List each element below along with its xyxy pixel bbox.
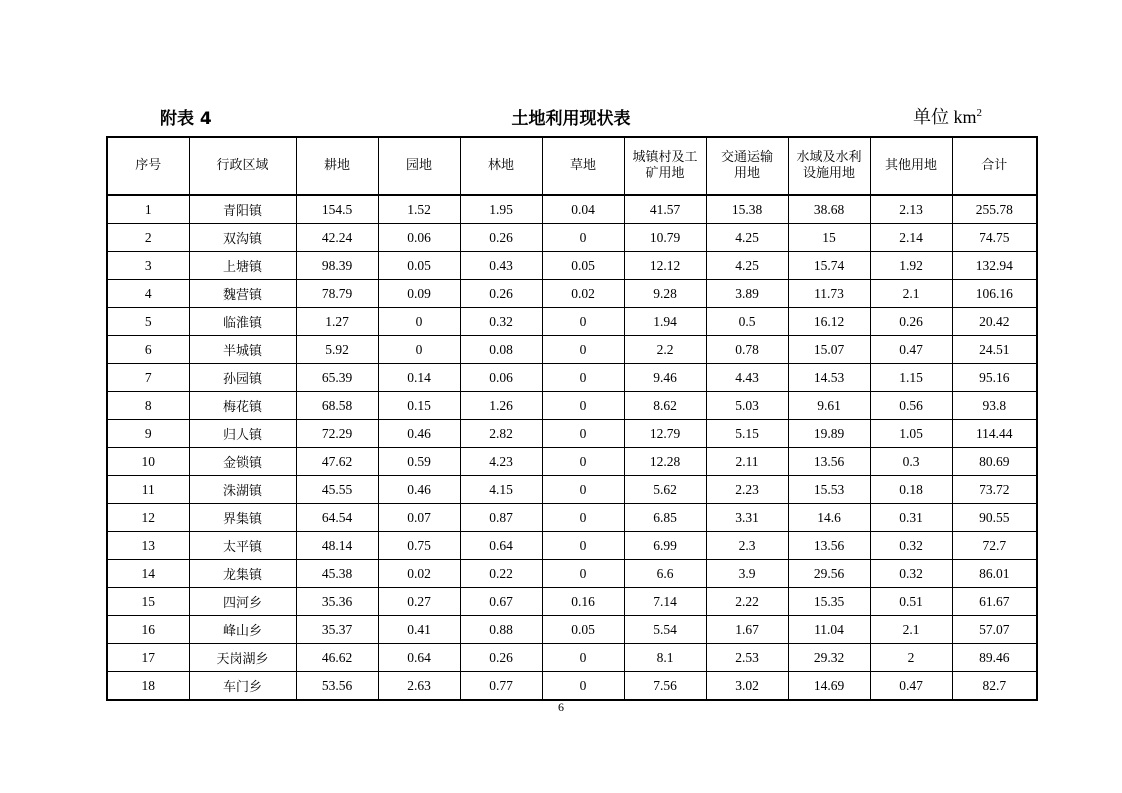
cell-col-grass: 0 bbox=[542, 532, 624, 560]
cell-col-forest: 1.95 bbox=[460, 195, 542, 224]
cell-col-total: 86.01 bbox=[952, 560, 1037, 588]
cell-col-forest: 0.26 bbox=[460, 644, 542, 672]
table-row bbox=[107, 448, 1037, 476]
cell-col-garden: 0.02 bbox=[378, 560, 460, 588]
cell-col-forest: 0.26 bbox=[460, 280, 542, 308]
cell-col-total: 132.94 bbox=[952, 252, 1037, 280]
cell-col-urban: 5.62 bbox=[624, 476, 706, 504]
table-row bbox=[107, 420, 1037, 448]
unit-label bbox=[913, 103, 982, 129]
cell-col-grass: 0 bbox=[542, 476, 624, 504]
table-row bbox=[107, 224, 1037, 252]
cell-col-transport: 2.3 bbox=[706, 532, 788, 560]
table-row bbox=[107, 588, 1037, 616]
cell-col-index: 9 bbox=[107, 420, 189, 448]
header-col-other: 其他用地 bbox=[870, 137, 952, 195]
cell-col-garden: 2.63 bbox=[378, 672, 460, 701]
cell-col-water: 13.56 bbox=[788, 448, 870, 476]
cell-col-forest: 0.08 bbox=[460, 336, 542, 364]
cell-col-forest: 0.77 bbox=[460, 672, 542, 701]
cell-col-index: 2 bbox=[107, 224, 189, 252]
cell-col-region: 归人镇 bbox=[189, 420, 296, 448]
cell-col-garden: 0.05 bbox=[378, 252, 460, 280]
cell-col-water: 29.32 bbox=[788, 644, 870, 672]
cell-col-region: 上塘镇 bbox=[189, 252, 296, 280]
cell-col-index: 8 bbox=[107, 392, 189, 420]
cell-col-forest: 0.87 bbox=[460, 504, 542, 532]
cell-col-region: 魏营镇 bbox=[189, 280, 296, 308]
cell-col-total: 80.69 bbox=[952, 448, 1037, 476]
cell-col-cultivated: 78.79 bbox=[296, 280, 378, 308]
table-row bbox=[107, 672, 1037, 701]
cell-col-region: 金锁镇 bbox=[189, 448, 296, 476]
cell-col-region: 青阳镇 bbox=[189, 195, 296, 224]
cell-col-garden: 0 bbox=[378, 308, 460, 336]
cell-col-other: 0.51 bbox=[870, 588, 952, 616]
cell-col-region: 半城镇 bbox=[189, 336, 296, 364]
cell-col-total: 255.78 bbox=[952, 195, 1037, 224]
cell-col-forest: 0.22 bbox=[460, 560, 542, 588]
cell-col-garden: 0.27 bbox=[378, 588, 460, 616]
table-label: 附表 4 bbox=[160, 109, 212, 129]
header-col-forest: 林地 bbox=[460, 137, 542, 195]
cell-col-urban: 10.79 bbox=[624, 224, 706, 252]
cell-col-region: 天岗湖乡 bbox=[189, 644, 296, 672]
cell-col-grass: 0 bbox=[542, 504, 624, 532]
cell-col-transport: 3.9 bbox=[706, 560, 788, 588]
cell-col-total: 106.16 bbox=[952, 280, 1037, 308]
cell-col-grass: 0 bbox=[542, 336, 624, 364]
cell-col-grass: 0.02 bbox=[542, 280, 624, 308]
cell-col-transport: 1.67 bbox=[706, 616, 788, 644]
cell-col-other: 0.18 bbox=[870, 476, 952, 504]
cell-col-forest: 0.43 bbox=[460, 252, 542, 280]
cell-col-grass: 0 bbox=[542, 364, 624, 392]
cell-col-index: 12 bbox=[107, 504, 189, 532]
cell-col-forest: 4.23 bbox=[460, 448, 542, 476]
cell-col-grass: 0 bbox=[542, 672, 624, 701]
cell-col-total: 95.16 bbox=[952, 364, 1037, 392]
cell-col-water: 13.56 bbox=[788, 532, 870, 560]
cell-col-cultivated: 72.29 bbox=[296, 420, 378, 448]
cell-col-garden: 0.46 bbox=[378, 476, 460, 504]
cell-col-transport: 0.78 bbox=[706, 336, 788, 364]
cell-col-other: 0.3 bbox=[870, 448, 952, 476]
cell-col-transport: 3.31 bbox=[706, 504, 788, 532]
header-col-transport: 交通运输 用地 bbox=[706, 137, 788, 195]
header-col-garden: 园地 bbox=[378, 137, 460, 195]
cell-col-urban: 8.62 bbox=[624, 392, 706, 420]
table-row bbox=[107, 476, 1037, 504]
cell-col-total: 72.7 bbox=[952, 532, 1037, 560]
cell-col-grass: 0 bbox=[542, 560, 624, 588]
cell-col-region: 峰山乡 bbox=[189, 616, 296, 644]
table-row bbox=[107, 616, 1037, 644]
cell-col-grass: 0 bbox=[542, 224, 624, 252]
table-row bbox=[107, 195, 1037, 224]
cell-col-water: 15.53 bbox=[788, 476, 870, 504]
cell-col-grass: 0 bbox=[542, 308, 624, 336]
cell-col-water: 11.73 bbox=[788, 280, 870, 308]
cell-col-water: 11.04 bbox=[788, 616, 870, 644]
cell-col-other: 0.31 bbox=[870, 504, 952, 532]
cell-col-index: 3 bbox=[107, 252, 189, 280]
cell-col-index: 16 bbox=[107, 616, 189, 644]
cell-col-garden: 0.41 bbox=[378, 616, 460, 644]
cell-col-garden: 0.07 bbox=[378, 504, 460, 532]
cell-col-index: 5 bbox=[107, 308, 189, 336]
cell-col-other: 0.32 bbox=[870, 532, 952, 560]
cell-col-urban: 2.2 bbox=[624, 336, 706, 364]
unit-text: 单位 km bbox=[912, 107, 977, 127]
cell-col-other: 0.47 bbox=[870, 336, 952, 364]
cell-col-garden: 0.14 bbox=[378, 364, 460, 392]
cell-col-urban: 12.79 bbox=[624, 420, 706, 448]
cell-col-transport: 2.53 bbox=[706, 644, 788, 672]
cell-col-forest: 2.82 bbox=[460, 420, 542, 448]
cell-col-grass: 0.05 bbox=[542, 616, 624, 644]
cell-col-transport: 3.89 bbox=[706, 280, 788, 308]
cell-col-other: 1.05 bbox=[870, 420, 952, 448]
cell-col-urban: 12.12 bbox=[624, 252, 706, 280]
table-row bbox=[107, 560, 1037, 588]
cell-col-water: 14.6 bbox=[788, 504, 870, 532]
cell-col-region: 梅花镇 bbox=[189, 392, 296, 420]
cell-col-transport: 4.43 bbox=[706, 364, 788, 392]
cell-col-urban: 9.46 bbox=[624, 364, 706, 392]
cell-col-water: 15.07 bbox=[788, 336, 870, 364]
header-col-grass: 草地 bbox=[542, 137, 624, 195]
cell-col-transport: 4.25 bbox=[706, 252, 788, 280]
land-use-table bbox=[106, 136, 1038, 701]
cell-col-urban: 1.94 bbox=[624, 308, 706, 336]
cell-col-water: 19.89 bbox=[788, 420, 870, 448]
cell-col-forest: 0.32 bbox=[460, 308, 542, 336]
table-row bbox=[107, 364, 1037, 392]
unit-superscript: 2 bbox=[976, 107, 982, 119]
cell-col-garden: 0.15 bbox=[378, 392, 460, 420]
header-col-urban: 城镇村及工 矿用地 bbox=[624, 137, 706, 195]
cell-col-forest: 0.67 bbox=[460, 588, 542, 616]
cell-col-region: 临淮镇 bbox=[189, 308, 296, 336]
table-title: 土地利用现状表 bbox=[511, 109, 631, 129]
cell-col-transport: 5.15 bbox=[706, 420, 788, 448]
cell-col-index: 4 bbox=[107, 280, 189, 308]
cell-col-cultivated: 64.54 bbox=[296, 504, 378, 532]
cell-col-cultivated: 68.58 bbox=[296, 392, 378, 420]
header-col-total: 合计 bbox=[952, 137, 1037, 195]
cell-col-transport: 3.02 bbox=[706, 672, 788, 701]
cell-col-grass: 0.04 bbox=[542, 195, 624, 224]
cell-col-grass: 0 bbox=[542, 644, 624, 672]
cell-col-other: 2.14 bbox=[870, 224, 952, 252]
cell-col-other: 2 bbox=[870, 644, 952, 672]
cell-col-water: 14.69 bbox=[788, 672, 870, 701]
cell-col-garden: 0.46 bbox=[378, 420, 460, 448]
cell-col-water: 14.53 bbox=[788, 364, 870, 392]
header-col-water: 水域及水利 设施用地 bbox=[788, 137, 870, 195]
header-col-index: 序号 bbox=[107, 137, 189, 195]
cell-col-transport: 5.03 bbox=[706, 392, 788, 420]
cell-col-water: 15 bbox=[788, 224, 870, 252]
cell-col-total: 82.7 bbox=[952, 672, 1037, 701]
cell-col-index: 17 bbox=[107, 644, 189, 672]
cell-col-other: 2.1 bbox=[870, 280, 952, 308]
cell-col-garden: 0.06 bbox=[378, 224, 460, 252]
cell-col-region: 洙湖镇 bbox=[189, 476, 296, 504]
cell-col-forest: 4.15 bbox=[460, 476, 542, 504]
cell-col-transport: 0.5 bbox=[706, 308, 788, 336]
cell-col-urban: 8.1 bbox=[624, 644, 706, 672]
cell-col-grass: 0.05 bbox=[542, 252, 624, 280]
cell-col-region: 四河乡 bbox=[189, 588, 296, 616]
cell-col-region: 车门乡 bbox=[189, 672, 296, 701]
cell-col-garden: 0.64 bbox=[378, 644, 460, 672]
table-body bbox=[107, 195, 1037, 700]
cell-col-transport: 15.38 bbox=[706, 195, 788, 224]
cell-col-cultivated: 35.37 bbox=[296, 616, 378, 644]
cell-col-forest: 0.64 bbox=[460, 532, 542, 560]
cell-col-urban: 6.6 bbox=[624, 560, 706, 588]
cell-col-water: 38.68 bbox=[788, 195, 870, 224]
table-row bbox=[107, 532, 1037, 560]
cell-col-urban: 7.56 bbox=[624, 672, 706, 701]
cell-col-forest: 0.26 bbox=[460, 224, 542, 252]
cell-col-cultivated: 154.5 bbox=[296, 195, 378, 224]
cell-col-cultivated: 42.24 bbox=[296, 224, 378, 252]
cell-col-total: 73.72 bbox=[952, 476, 1037, 504]
cell-col-urban: 41.57 bbox=[624, 195, 706, 224]
cell-col-cultivated: 98.39 bbox=[296, 252, 378, 280]
cell-col-total: 93.8 bbox=[952, 392, 1037, 420]
cell-col-index: 11 bbox=[107, 476, 189, 504]
cell-col-index: 6 bbox=[107, 336, 189, 364]
cell-col-other: 2.1 bbox=[870, 616, 952, 644]
page-number: 6 bbox=[558, 700, 564, 714]
cell-col-total: 89.46 bbox=[952, 644, 1037, 672]
cell-col-garden: 1.52 bbox=[378, 195, 460, 224]
cell-col-total: 61.67 bbox=[952, 588, 1037, 616]
cell-col-other: 2.13 bbox=[870, 195, 952, 224]
cell-col-urban: 6.85 bbox=[624, 504, 706, 532]
cell-col-urban: 7.14 bbox=[624, 588, 706, 616]
cell-col-cultivated: 46.62 bbox=[296, 644, 378, 672]
cell-col-urban: 12.28 bbox=[624, 448, 706, 476]
cell-col-other: 1.92 bbox=[870, 252, 952, 280]
table-row bbox=[107, 392, 1037, 420]
cell-col-forest: 1.26 bbox=[460, 392, 542, 420]
cell-col-region: 界集镇 bbox=[189, 504, 296, 532]
header-col-cultivated: 耕地 bbox=[296, 137, 378, 195]
table-row bbox=[107, 280, 1037, 308]
cell-col-garden: 0.59 bbox=[378, 448, 460, 476]
cell-col-water: 15.74 bbox=[788, 252, 870, 280]
cell-col-index: 10 bbox=[107, 448, 189, 476]
cell-col-total: 20.42 bbox=[952, 308, 1037, 336]
cell-col-cultivated: 48.14 bbox=[296, 532, 378, 560]
cell-col-cultivated: 1.27 bbox=[296, 308, 378, 336]
cell-col-index: 13 bbox=[107, 532, 189, 560]
cell-col-garden: 0.09 bbox=[378, 280, 460, 308]
cell-col-index: 15 bbox=[107, 588, 189, 616]
cell-col-cultivated: 45.38 bbox=[296, 560, 378, 588]
cell-col-total: 74.75 bbox=[952, 224, 1037, 252]
cell-col-water: 15.35 bbox=[788, 588, 870, 616]
cell-col-region: 太平镇 bbox=[189, 532, 296, 560]
cell-col-urban: 5.54 bbox=[624, 616, 706, 644]
cell-col-index: 18 bbox=[107, 672, 189, 701]
cell-col-water: 29.56 bbox=[788, 560, 870, 588]
cell-col-total: 24.51 bbox=[952, 336, 1037, 364]
cell-col-index: 7 bbox=[107, 364, 189, 392]
cell-col-other: 0.47 bbox=[870, 672, 952, 701]
cell-col-total: 114.44 bbox=[952, 420, 1037, 448]
cell-col-grass: 0 bbox=[542, 392, 624, 420]
cell-col-region: 双沟镇 bbox=[189, 224, 296, 252]
cell-col-region: 孙园镇 bbox=[189, 364, 296, 392]
table-row bbox=[107, 336, 1037, 364]
cell-col-other: 0.56 bbox=[870, 392, 952, 420]
table-row bbox=[107, 644, 1037, 672]
table-row bbox=[107, 308, 1037, 336]
cell-col-cultivated: 35.36 bbox=[296, 588, 378, 616]
cell-col-forest: 0.06 bbox=[460, 364, 542, 392]
table-header-row bbox=[107, 137, 1037, 195]
cell-col-grass: 0 bbox=[542, 448, 624, 476]
cell-col-water: 16.12 bbox=[788, 308, 870, 336]
cell-col-garden: 0.75 bbox=[378, 532, 460, 560]
cell-col-urban: 6.99 bbox=[624, 532, 706, 560]
cell-col-transport: 2.22 bbox=[706, 588, 788, 616]
cell-col-grass: 0 bbox=[542, 420, 624, 448]
cell-col-index: 14 bbox=[107, 560, 189, 588]
cell-col-other: 0.32 bbox=[870, 560, 952, 588]
table-row bbox=[107, 504, 1037, 532]
cell-col-cultivated: 65.39 bbox=[296, 364, 378, 392]
header-col-region: 行政区域 bbox=[189, 137, 296, 195]
cell-col-total: 90.55 bbox=[952, 504, 1037, 532]
cell-col-cultivated: 45.55 bbox=[296, 476, 378, 504]
cell-col-other: 1.15 bbox=[870, 364, 952, 392]
table-caption bbox=[106, 100, 1036, 130]
cell-col-region: 龙集镇 bbox=[189, 560, 296, 588]
cell-col-water: 9.61 bbox=[788, 392, 870, 420]
cell-col-index: 1 bbox=[107, 195, 189, 224]
cell-col-cultivated: 47.62 bbox=[296, 448, 378, 476]
cell-col-total: 57.07 bbox=[952, 616, 1037, 644]
cell-col-cultivated: 53.56 bbox=[296, 672, 378, 701]
cell-col-garden: 0 bbox=[378, 336, 460, 364]
cell-col-transport: 2.11 bbox=[706, 448, 788, 476]
cell-col-grass: 0.16 bbox=[542, 588, 624, 616]
cell-col-transport: 2.23 bbox=[706, 476, 788, 504]
table-row bbox=[107, 252, 1037, 280]
cell-col-other: 0.26 bbox=[870, 308, 952, 336]
cell-col-urban: 9.28 bbox=[624, 280, 706, 308]
cell-col-forest: 0.88 bbox=[460, 616, 542, 644]
cell-col-transport: 4.25 bbox=[706, 224, 788, 252]
cell-col-cultivated: 5.92 bbox=[296, 336, 378, 364]
